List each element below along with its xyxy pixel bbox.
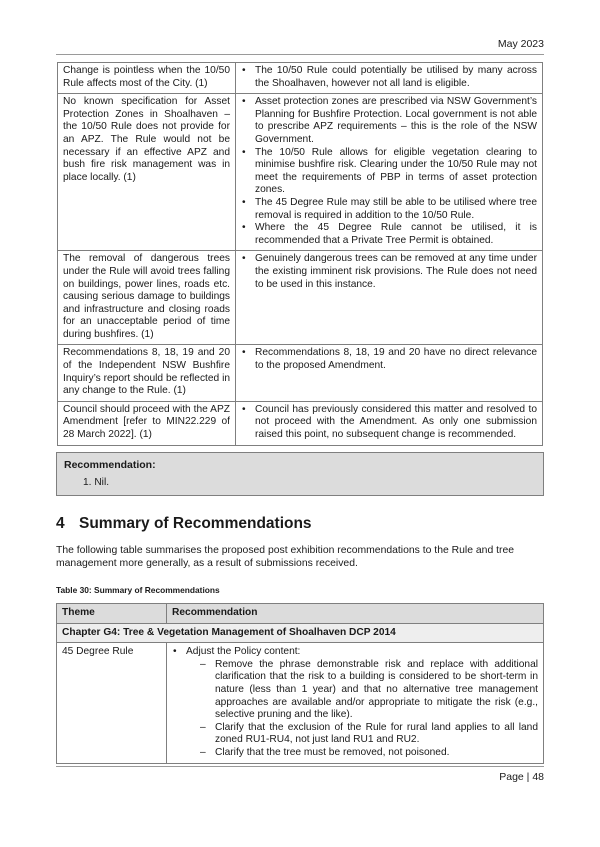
section-title: Summary of Recommendations: [79, 515, 312, 532]
recommendation-sub-item: – Remove the phrase demonstrable risk and replace with additional clarification that the risk to a building is considered to be short-term in nature (less than 1 year) and that no alternative tree management approaches are available and/or appropriate to mitigate the risk (e.g., selective pruning and the like).: [200, 659, 538, 722]
response-cell: [236, 94, 543, 251]
response-item: • The 10/50 Rule allows for eligible vegetation clearing to minimise bushfire risk. Clearing under the 10/50 Rule may not meet the requirements of PBP in terms of asset protection zones.: [241, 147, 537, 197]
table-row: [58, 63, 543, 94]
recommendation-bullet: [172, 646, 538, 759]
submission-cell: Change is pointless when the 10/50 Rule affects most of the City. (1): [58, 63, 236, 94]
response-item: • Asset protection zones are prescribed via NSW Government’s Planning for Bushfire Protection. Local government is not able to prescribe APZ requirements – this is the role of the NSW Government.: [241, 96, 537, 146]
response-cell: [236, 251, 543, 345]
response-item: • Council has previously considered this matter and resolved to not proceed with the Amendment. As only one submission raised this point, no subsequent change is recommended.: [241, 404, 537, 442]
submission-cell: The removal of dangerous trees under the Rule will avoid trees falling on buildings, power lines, roads etc. causing serious damage to buildings and infrastructure and closing roads for an unacceptable period of time during bushfires. (1): [58, 251, 236, 345]
submission-cell: Recommendations 8, 18, 19 and 20 of the Independent NSW Bushfire Inquiry’s report should be reflected in any change to the Rule. (1): [58, 345, 236, 401]
section-heading: [56, 515, 312, 533]
recommendation-sub-item: – Clarify that the tree must be removed, not poisoned.: [200, 747, 538, 760]
submission-cell: Council should proceed with the APZ Amendment [refer to MIN22.229 of 28 March 2022]. (1): [58, 401, 236, 445]
response-item: • Where the 45 Degree Rule cannot be utilised, it is recommended that a Private Tree Permit is obtained.: [241, 222, 537, 247]
response-cell: [236, 345, 543, 401]
theme-cell: 45 Degree Rule: [57, 643, 167, 763]
submissions-table: [57, 62, 543, 446]
table-row: [57, 643, 544, 763]
header-divider: [56, 54, 544, 55]
chapter-row: Chapter G4: Tree & Vegetation Management of Shoalhaven DCP 2014: [57, 623, 544, 643]
header-date: May 2023: [497, 38, 544, 50]
table-row: [58, 345, 543, 401]
table-header-row: [57, 604, 544, 624]
recommendation-cell: [167, 643, 544, 763]
response-item: • The 10/50 Rule could potentially be utilised by many across the Shoalhaven, however not all land is eligible.: [241, 65, 537, 90]
response-item: • The 45 Degree Rule may still be able to be utilised where tree removal is required in addition to the 10/50 Rule.: [241, 197, 537, 222]
table-caption: Table 30: Summary of Recommendations: [56, 585, 220, 595]
response-cell: [236, 63, 543, 94]
recommendation-box: [56, 452, 544, 496]
table-row: [58, 401, 543, 445]
table-row: [58, 251, 543, 345]
footer-divider: [56, 766, 544, 767]
response-item: • Recommendations 8, 18, 19 and 20 have no direct relevance to the proposed Amendment.: [241, 347, 537, 372]
column-header-recommendation: Recommendation: [167, 604, 544, 624]
response-item: • Genuinely dangerous trees can be removed at any time under the existing imminent risk provisions. The Rule does not need to be used in this instance.: [241, 253, 537, 291]
table-row: [58, 94, 543, 251]
section-number: 4: [56, 515, 65, 532]
section-intro: The following table summarises the proposed post exhibition recommendations to the Rule and tree management more generally, as a result of submissions received.: [56, 545, 515, 569]
recommendation-item: 1. Nil.: [83, 476, 110, 488]
recommendation-title: Recommendation:: [64, 459, 156, 471]
column-header-theme: Theme: [57, 604, 167, 624]
submission-cell: No known specification for Asset Protection Zones in Shoalhaven – the 10/50 Rule does not provide for an APZ. The Rule would not be necessary if an effective APZ and bush fire risk management was in place locally. (1): [58, 94, 236, 251]
page-number: Page | 48: [499, 771, 544, 783]
summary-table: [56, 603, 544, 764]
recommendation-sub-item: – Clarify that the exclusion of the Rule for rural land applies to all land zoned RU1-RU4, not just land RU1 and RU2.: [200, 722, 538, 747]
recommendation-bullet-text: Adjust the Policy content:: [186, 646, 301, 658]
response-cell: [236, 401, 543, 445]
table-row: [57, 623, 544, 643]
